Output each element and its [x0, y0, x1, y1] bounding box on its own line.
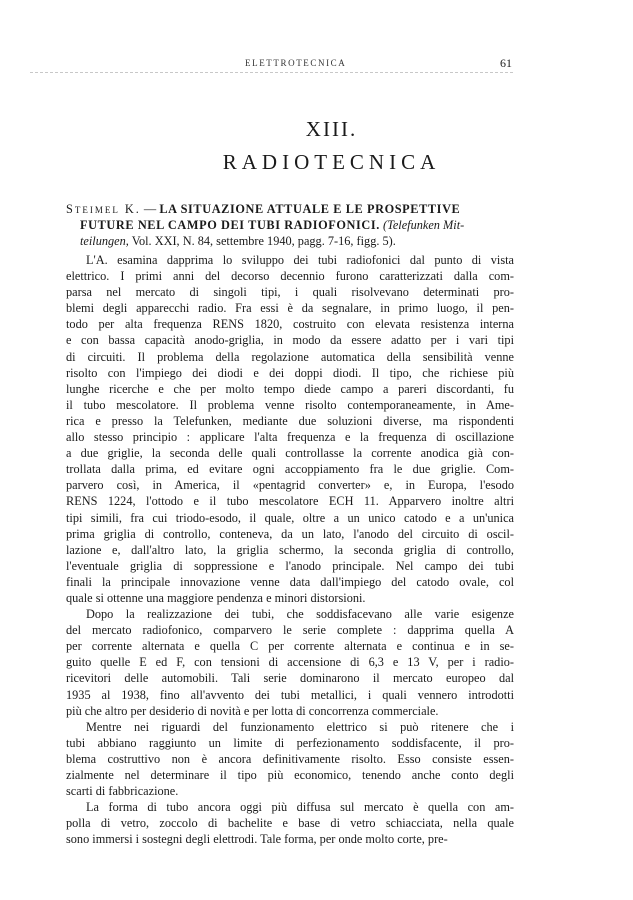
- paragraph-line: parvero così, in America, il «pentagrid converter» e, in Europa, l'esodo: [66, 478, 514, 493]
- paragraph-line: prima griglia di controllo, conteneva, da un lato, l'anodo del circuito di oscil-: [66, 526, 514, 541]
- paragraph-line: Mentre nei riguardi del funzionamento elettrico si può ritenere che i: [86, 719, 514, 734]
- citation-author: Steimel K.: [66, 202, 141, 216]
- chapter-number: XIII.: [305, 117, 358, 141]
- paragraph-line: del mercato radiofonico, comparvero le serie complete : dapprima quella A: [66, 623, 514, 638]
- paragraph-line: guito quelle E ed F, con tensioni di accensione di 6,3 e 13 V, per i radio-: [66, 655, 514, 670]
- paragraph-line: tubi abbiano raggiunto un limite di perfezionamento soddisfacente, il pro-: [66, 735, 514, 750]
- paragraph-line: per corrente alternata e quella C per corrente alternata e continua e in se-: [66, 639, 514, 654]
- paragraph-line: ricevitori delle automobili. Tali serie dominarono il mercato europeo dal: [66, 671, 514, 686]
- bibliographic-citation: [66, 201, 514, 249]
- page-number: 61: [500, 56, 512, 70]
- paragraph: [66, 799, 514, 847]
- paragraph-line: blema costruttivo non è ancora definitivamente risolto. Esso consiste essen-: [66, 751, 514, 766]
- article-body: [66, 252, 514, 847]
- paragraph-line: e con bassa capacità anodo-griglia, in modo da essere adatto per i vari tipi: [66, 333, 514, 348]
- citation-line-3: [66, 233, 514, 249]
- paragraph: [66, 606, 514, 719]
- paragraph-line: rica e presso la Telefunken, mediante due soluzioni diverse, ma rispondenti: [66, 413, 514, 428]
- paragraph-line: La forma di tubo ancora oggi più diffusa sul mercato è quella con am-: [86, 800, 514, 815]
- citation-title-line-1: LA SITUAZIONE ATTUALE E LE PROSPETTIVE: [159, 202, 461, 216]
- paragraph-line: tipi simili, fra cui triodo-esodo, il quale, oltre a un unico catodo e a un'unica: [66, 510, 514, 525]
- paragraph-line: L'A. esamina dapprima lo sviluppo dei tubi radiofonici dal punto di vista: [86, 253, 514, 267]
- paragraph-line: blemi degli apparecchi radio. Fra essi è da segnalare, in primo luogo, il pen-: [66, 301, 514, 316]
- paragraph: [66, 719, 514, 799]
- chapter-title: RADIOTECNICA: [222, 150, 441, 174]
- paragraph-line: RENS 1224, l'ottodo e il tubo mescolatore ECH 11. Apparvero inoltre altri: [66, 494, 514, 509]
- paragraph-line: risolto con l'impiego dei diodi e dei doppi diodi. Il tipo, che richiese più: [66, 365, 514, 380]
- paragraph-line: l'eventuale griglia di soppressione e l'anodo principale. Nel campo dei tubi: [66, 558, 514, 573]
- header-divider: [30, 72, 513, 73]
- citation-title-line-2: FUTURE NEL CAMPO DEI TUBI RADIOFONICI.: [80, 218, 380, 232]
- paragraph-line: zialmente nel determinare il tipo più economico, tenendo anche conto degli: [66, 768, 514, 782]
- paragraph-line: allo stesso principio : applicare l'alta frequenza e la frequenza di oscillazione: [66, 430, 514, 445]
- paragraph-line: sono immersi i sostegni degli elettrodi. Tale forma, per onde molto corte, pre-: [66, 832, 448, 847]
- citation-source-line-2: (Telefunken Mit-: [379, 218, 465, 232]
- paragraph-line: lazione e, dall'altro lato, la griglia schermo, la seconda griglia di controllo,: [66, 542, 514, 557]
- paragraph-line: todo per alta frequenza RENS 1820, costruito con elevata resistenza interna: [66, 317, 514, 332]
- paragraph-line: più che altro per desiderio di novità e per lotta di concorrenza commerciale.: [66, 703, 439, 718]
- paragraph-line: 1935 al 1938, fino all'avvento dei tubi metallici, i quali vennero introdotti: [66, 687, 514, 702]
- running-head: ELETTROTECNICA: [245, 58, 347, 68]
- paragraph-line: di circuiti. Il problema della regolazione automatica della sensibilità venne: [66, 349, 514, 364]
- paragraph-line: parsa nel mercato di singoli tipi, i quali risolvevano determinati pro-: [66, 285, 514, 300]
- citation-source-line-3: teilungen,: [80, 234, 129, 248]
- paragraph-line: trollata dalla prima, ed evitare ogni accoppiamento fra le due griglie. Com-: [66, 462, 514, 477]
- paragraph-line: Dopo la realizzazione dei tubi, che soddisfacevano alle varie esigenze: [86, 607, 514, 622]
- citation-line-1: [66, 201, 514, 217]
- citation-dash: —: [140, 202, 160, 216]
- citation-line-2: [66, 217, 514, 233]
- paragraph-line: quale si ottenne una maggiore pendenza e minori distorsioni.: [66, 590, 366, 605]
- paragraph-line: elettrico. I primi anni del decorso decennio furono caratterizzati dalla com-: [66, 269, 514, 284]
- citation-details: Vol. XXI, N. 84, settembre 1940, pagg. 7-16, figg. 5).: [128, 234, 396, 248]
- paragraph-line: finali la principale innovazione venne data dall'impiego del catodo ovale, col: [66, 574, 514, 589]
- paragraph-line: scarti di fabbricazione.: [66, 784, 179, 799]
- paragraph-line: a due griglie, la seconda delle quali controllasse la corrente anodica già con-: [66, 446, 514, 461]
- paragraph-line: il tubo mescolatore. Il problema venne risolto contemporaneamente, in Ame-: [66, 397, 514, 412]
- paragraph: [66, 252, 514, 606]
- paragraph-line: polla di vetro, zoccolo di bachelite e base di vetro schiacciata, nella quale: [66, 816, 514, 831]
- paragraph-line: lunghe ricerche e che per molto tempo diede campo a pareri discordanti, fu: [66, 381, 514, 396]
